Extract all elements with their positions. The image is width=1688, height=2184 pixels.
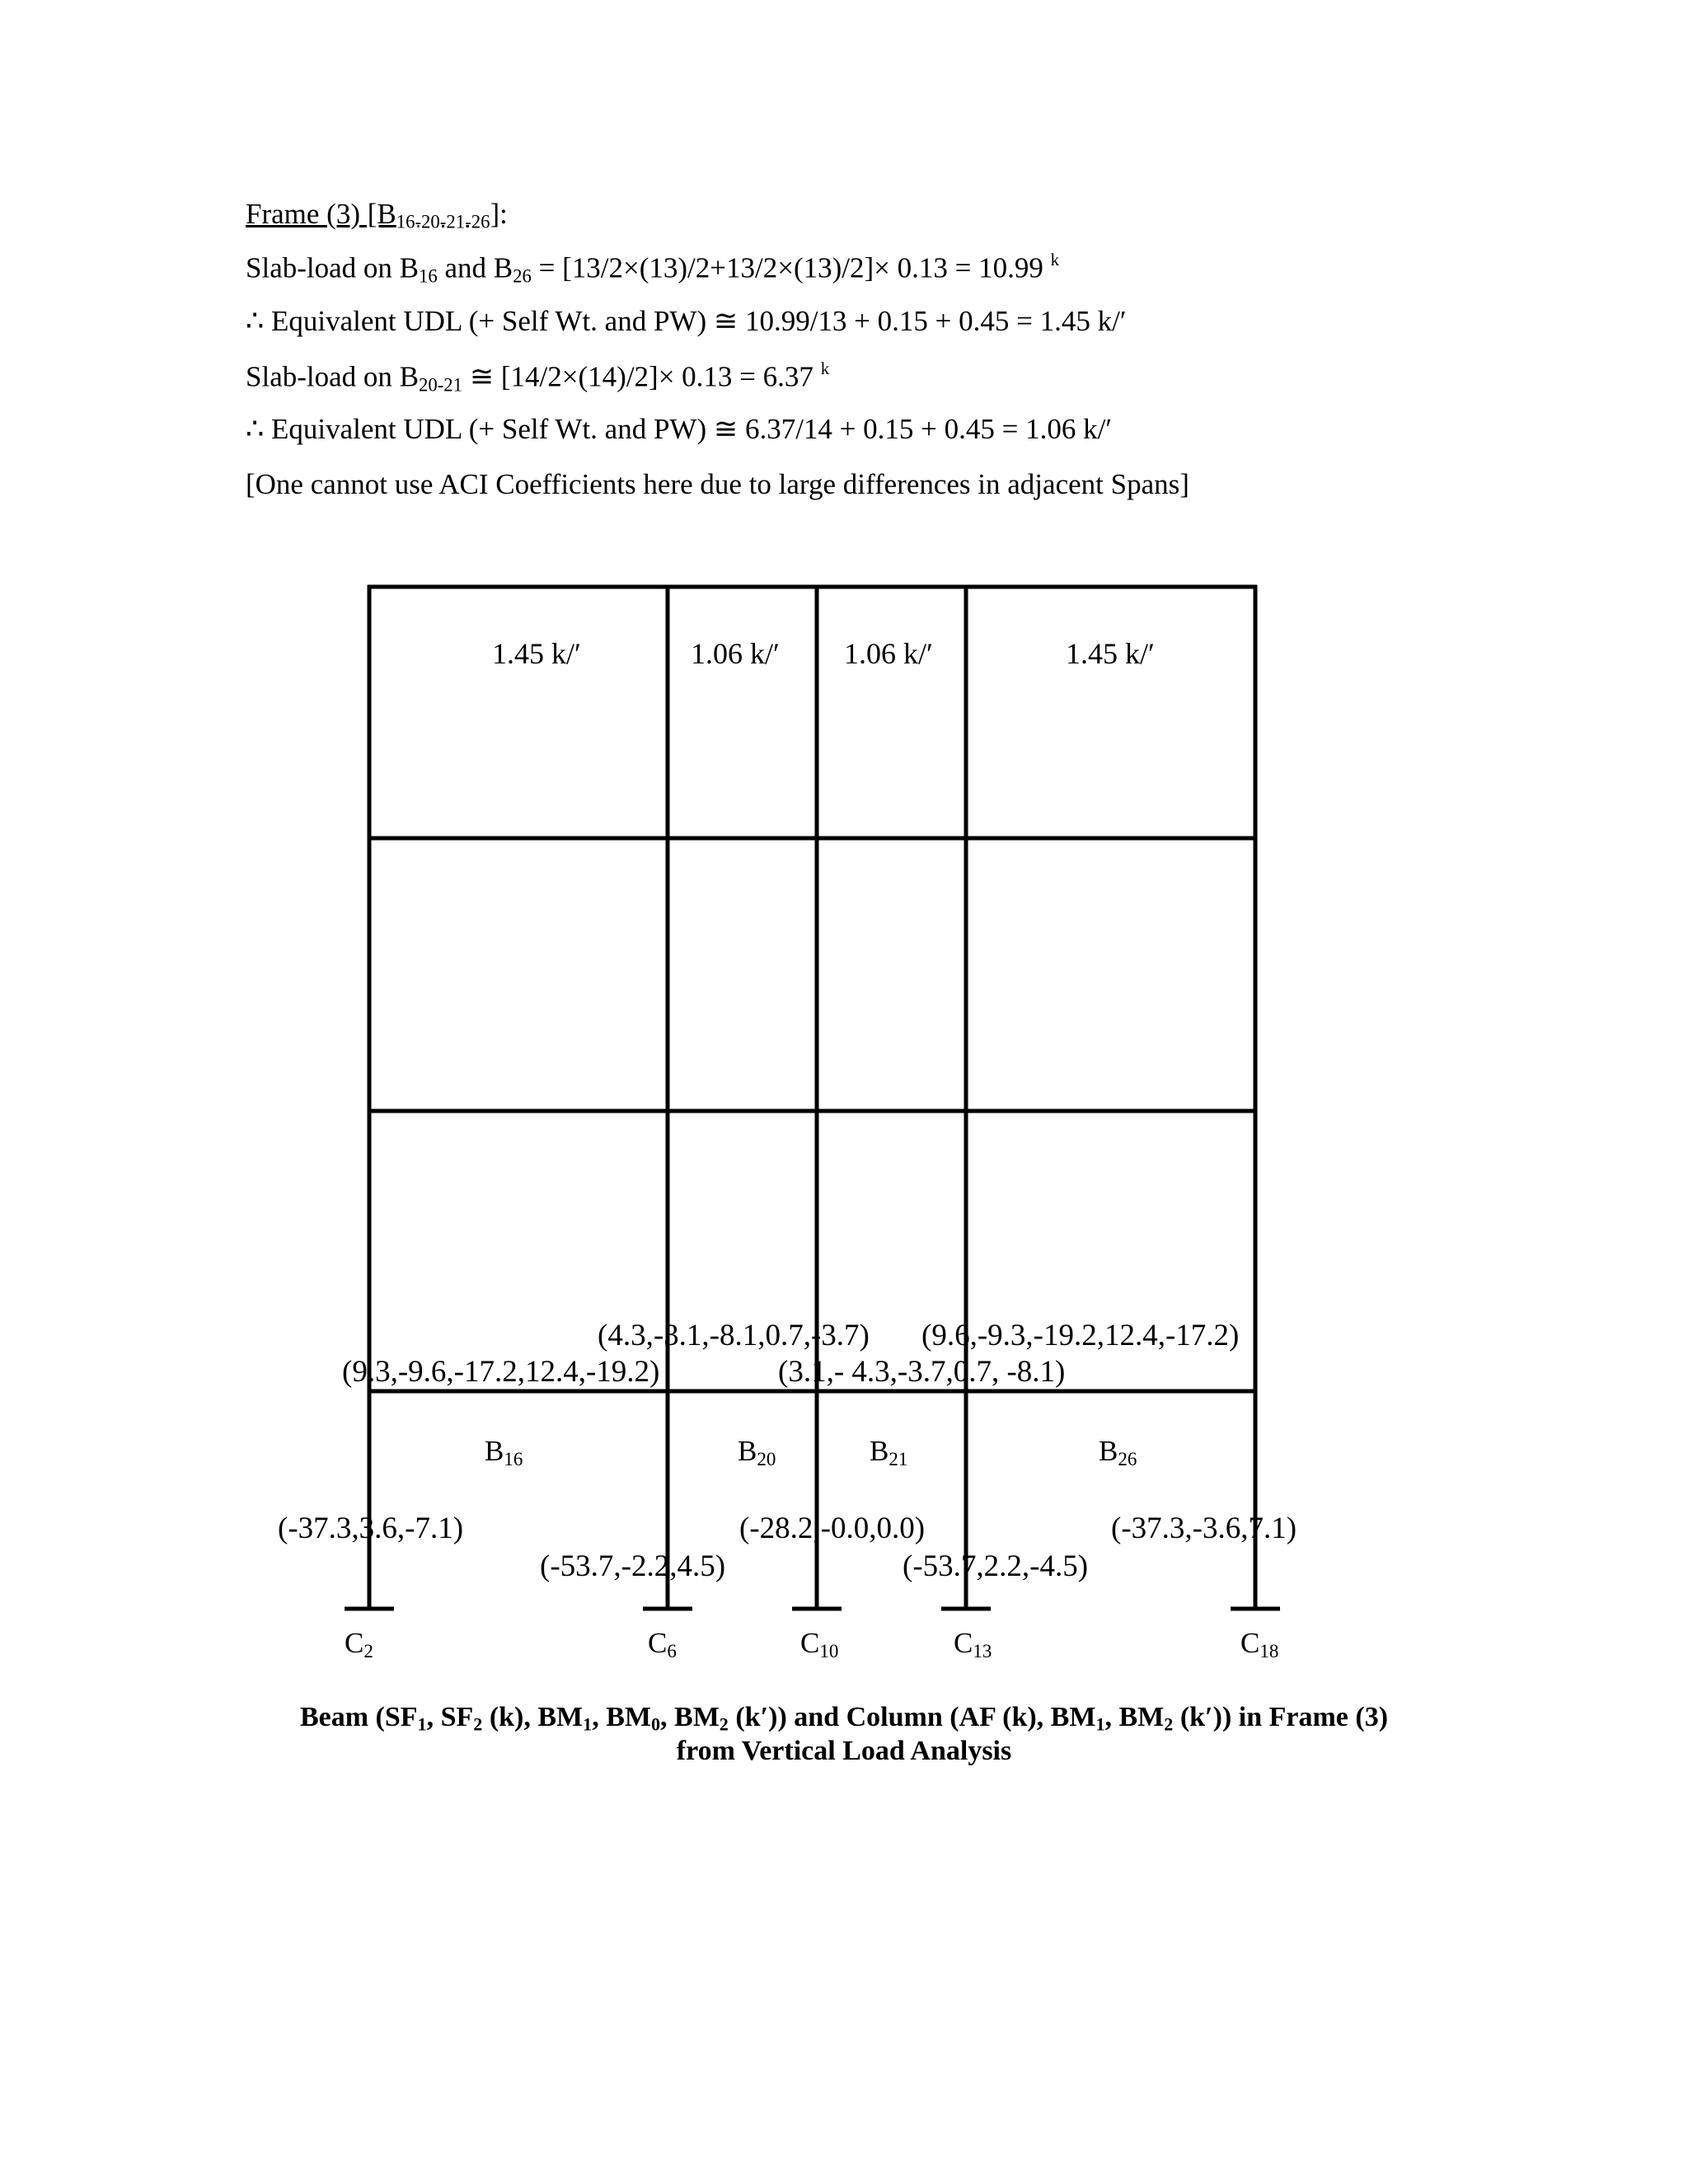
slab-load-b16-b26: Slab-load on $B_{16}$ and $B_{26} = [13/2\times(13)/2+13/2\times(13)/2]\times 0.13 = 10.99$ $^k$ [246, 250, 1060, 287]
beam-label-b16: B16 [485, 1435, 523, 1469]
figure-caption-line-2: from Vertical Load Analysis [676, 1736, 1012, 1766]
column-label-c10: C10 [800, 1627, 839, 1661]
beam-label-b21: B21 [870, 1435, 908, 1469]
column-result-c10: (-28.2,-0.0,0.0) [739, 1511, 926, 1545]
figure-caption-line-1: Beam ($SF_1$, $SF_2$ (k), $BM_1$, $BM_0$, $BM_2$ (k′)) and Column (AF (k), $BM_1$, $BM_2$ (k′)) in Frame (3) [299, 1702, 1389, 1735]
column-result-c2: (-37.3,3.6,-7.1) [278, 1511, 464, 1545]
udl-label-b16: 1.45 k/′ [492, 637, 581, 670]
equivalent-udl-2: ∴ Equivalent UDL (+ Self Wt. and PW) ≅ 6.37/14 + 0.15 + 0.45 = 1.06 k/′ [246, 413, 1113, 445]
udl-label-b21: 1.06 k/′ [844, 637, 933, 670]
slab-load-b20-b21: Slab-load on $B_{20-21}$ ≅ [14/2×(14)/2]× 0.13 = 6.37 $^k$ [246, 359, 830, 396]
beam-result-b21: (3.1,- 4.3,-3.7,0.7, -8.1) [778, 1355, 1066, 1389]
column-label-c6: C6 [648, 1627, 677, 1661]
udl-label-b26: 1.45 k/′ [1066, 637, 1155, 670]
udl-label-b20: 1.06 k/′ [691, 637, 780, 670]
beam-result-b20: (4.3,-3.1,-8.1,0.7,-3.7) [598, 1319, 870, 1352]
column-result-c18: (-37.3,-3.6,7.1) [1111, 1511, 1297, 1545]
beam-label-b20: B20 [738, 1435, 776, 1469]
column-label-c18: C18 [1240, 1627, 1279, 1661]
beam-result-b16: (9.3,-9.6,-17.2,12.4,-19.2) [342, 1355, 660, 1389]
column-result-c13: (-53.7,2.2,-4.5) [903, 1549, 1089, 1583]
equivalent-udl-1: ∴ Equivalent UDL (+ Self Wt. and PW) ≅ 10.99/13 + 0.15 + 0.45 = 1.45 k/′ [246, 305, 1127, 337]
column-label-c2: C2 [345, 1627, 373, 1661]
aci-note: [One cannot use ACI Coefficients here due to large differences in adjacent Spans] [246, 468, 1189, 500]
beam-label-b26: B26 [1099, 1435, 1137, 1469]
frame-heading: Frame (3) $[B_{16-20-21-26}]$: [246, 198, 508, 232]
column-label-c13: C13 [954, 1627, 992, 1661]
column-result-c6: (-53.7,-2.2,4.5) [540, 1549, 726, 1583]
beam-result-b26: (9.6,-9.3,-19.2,12.4,-17.2) [921, 1319, 1240, 1352]
